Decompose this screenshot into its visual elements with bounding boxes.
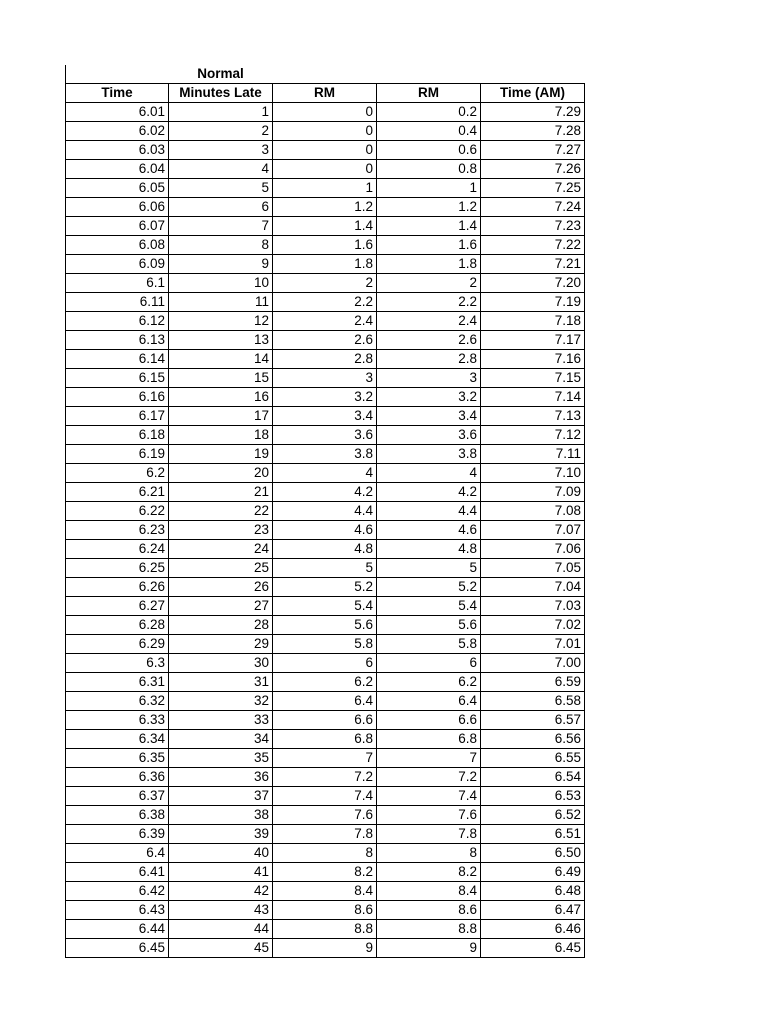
time-cell: 6.16 <box>66 388 169 407</box>
minutes-late-cell: 19 <box>169 445 273 464</box>
minutes-late-cell: 18 <box>169 426 273 445</box>
table-row <box>66 331 585 350</box>
rm-cell: 4.8 <box>377 540 481 559</box>
minutes-late-cell: 42 <box>169 882 273 901</box>
header-time-am: Time (AM) <box>481 84 585 103</box>
rm-cell: 2.2 <box>273 293 377 312</box>
table-row <box>66 806 585 825</box>
time-cell: 6.45 <box>66 939 169 958</box>
time-cell: 6.36 <box>66 768 169 787</box>
rm-cell: 8.8 <box>377 920 481 939</box>
time-cell: 6.31 <box>66 673 169 692</box>
time-cell: 6.21 <box>66 483 169 502</box>
time-am-cell: 6.55 <box>481 749 585 768</box>
minutes-late-cell: 43 <box>169 901 273 920</box>
table-row <box>66 692 585 711</box>
rm-cell: 5 <box>273 559 377 578</box>
minutes-late-cell: 30 <box>169 654 273 673</box>
time-cell: 6.04 <box>66 160 169 179</box>
minutes-late-cell: 12 <box>169 312 273 331</box>
rm-cell: 4.4 <box>377 502 481 521</box>
minutes-late-cell: 33 <box>169 711 273 730</box>
super-header-cell: Normal <box>197 66 244 81</box>
time-am-cell: 6.50 <box>481 844 585 863</box>
time-cell: 6.23 <box>66 521 169 540</box>
time-cell: 6.26 <box>66 578 169 597</box>
table-row <box>66 369 585 388</box>
rm-cell: 3.6 <box>273 426 377 445</box>
time-cell: 6.27 <box>66 597 169 616</box>
table-body <box>66 103 585 958</box>
time-cell: 6.12 <box>66 312 169 331</box>
time-am-cell: 7.17 <box>481 331 585 350</box>
super-header-cell <box>66 65 169 84</box>
rm-cell: 1.2 <box>273 198 377 217</box>
header-row <box>66 84 585 103</box>
time-cell: 6.18 <box>66 426 169 445</box>
time-am-cell: 7.21 <box>481 255 585 274</box>
time-cell: 6.2 <box>66 464 169 483</box>
time-am-cell: 7.08 <box>481 502 585 521</box>
table-row <box>66 502 585 521</box>
rm-cell: 6.8 <box>377 730 481 749</box>
minutes-late-cell: 9 <box>169 255 273 274</box>
minutes-late-cell: 34 <box>169 730 273 749</box>
rm-cell: 1.4 <box>273 217 377 236</box>
minutes-late-cell: 27 <box>169 597 273 616</box>
rm-cell: 7 <box>273 749 377 768</box>
time-cell: 6.35 <box>66 749 169 768</box>
rm-cell: 3.2 <box>273 388 377 407</box>
rm-cell: 1.8 <box>273 255 377 274</box>
time-am-cell: 6.48 <box>481 882 585 901</box>
table-row <box>66 711 585 730</box>
rm-cell: 2 <box>377 274 481 293</box>
minutes-late-cell: 36 <box>169 768 273 787</box>
time-cell: 6.11 <box>66 293 169 312</box>
time-cell: 6.43 <box>66 901 169 920</box>
rm-cell: 3 <box>273 369 377 388</box>
rm-cell: 7.4 <box>273 787 377 806</box>
time-am-cell: 7.01 <box>481 635 585 654</box>
rm-cell: 4 <box>377 464 481 483</box>
time-am-cell: 7.14 <box>481 388 585 407</box>
rm-cell: 5.2 <box>377 578 481 597</box>
rm-cell: 3.6 <box>377 426 481 445</box>
rm-cell: 2 <box>273 274 377 293</box>
table-row <box>66 939 585 958</box>
time-cell: 6.28 <box>66 616 169 635</box>
time-am-cell: 7.09 <box>481 483 585 502</box>
table-row <box>66 559 585 578</box>
table-row <box>66 749 585 768</box>
minutes-late-cell: 21 <box>169 483 273 502</box>
rm-cell: 4.8 <box>273 540 377 559</box>
rm-cell: 1 <box>377 179 481 198</box>
table-row <box>66 635 585 654</box>
time-cell: 6.19 <box>66 445 169 464</box>
time-am-cell: 7.00 <box>481 654 585 673</box>
minutes-late-cell: 5 <box>169 179 273 198</box>
minutes-late-cell: 14 <box>169 350 273 369</box>
time-am-cell: 6.45 <box>481 939 585 958</box>
rm-cell: 5.4 <box>377 597 481 616</box>
time-am-cell: 6.57 <box>481 711 585 730</box>
table-row <box>66 882 585 901</box>
rm-cell: 8 <box>273 844 377 863</box>
header-time: Time <box>66 84 169 103</box>
table-row <box>66 236 585 255</box>
rm-cell: 2.4 <box>377 312 481 331</box>
time-am-cell: 7.11 <box>481 445 585 464</box>
rm-cell: 3.8 <box>377 445 481 464</box>
time-cell: 6.37 <box>66 787 169 806</box>
rm-cell: 6.2 <box>377 673 481 692</box>
rm-cell: 0 <box>273 141 377 160</box>
rm-cell: 6 <box>377 654 481 673</box>
rm-cell: 1 <box>273 179 377 198</box>
table-row <box>66 616 585 635</box>
rm-cell: 3.4 <box>273 407 377 426</box>
rm-cell: 4 <box>273 464 377 483</box>
rm-cell: 8.4 <box>273 882 377 901</box>
table-row <box>66 730 585 749</box>
rm-cell: 6 <box>273 654 377 673</box>
super-header-cell <box>481 65 585 84</box>
rm-cell: 3.8 <box>273 445 377 464</box>
rm-cell: 5 <box>377 559 481 578</box>
time-am-cell: 6.54 <box>481 768 585 787</box>
time-cell: 6.42 <box>66 882 169 901</box>
minutes-late-cell: 28 <box>169 616 273 635</box>
time-cell: 6.08 <box>66 236 169 255</box>
rm-cell: 3.4 <box>377 407 481 426</box>
rm-cell: 1.6 <box>377 236 481 255</box>
time-am-cell: 7.26 <box>481 160 585 179</box>
time-cell: 6.39 <box>66 825 169 844</box>
time-am-cell: 7.07 <box>481 521 585 540</box>
minutes-late-cell: 4 <box>169 160 273 179</box>
rm-cell: 8.8 <box>273 920 377 939</box>
time-am-cell: 7.04 <box>481 578 585 597</box>
time-am-cell: 6.52 <box>481 806 585 825</box>
minutes-late-cell: 40 <box>169 844 273 863</box>
table-row <box>66 844 585 863</box>
rm-cell: 6.6 <box>273 711 377 730</box>
rm-cell: 2.8 <box>377 350 481 369</box>
time-am-cell: 7.02 <box>481 616 585 635</box>
rm-cell: 6.8 <box>273 730 377 749</box>
table-row <box>66 654 585 673</box>
minutes-late-cell: 45 <box>169 939 273 958</box>
rm-cell: 6.4 <box>273 692 377 711</box>
time-am-cell: 7.23 <box>481 217 585 236</box>
minutes-late-cell: 20 <box>169 464 273 483</box>
table-row <box>66 407 585 426</box>
minutes-late-cell: 26 <box>169 578 273 597</box>
rm-cell: 6.2 <box>273 673 377 692</box>
rm-cell: 7.8 <box>377 825 481 844</box>
rm-cell: 8.2 <box>377 863 481 882</box>
table-row <box>66 160 585 179</box>
rm-cell: 3.2 <box>377 388 481 407</box>
rm-cell: 7.8 <box>273 825 377 844</box>
rm-cell: 1.4 <box>377 217 481 236</box>
time-am-cell: 6.49 <box>481 863 585 882</box>
time-am-cell: 7.03 <box>481 597 585 616</box>
time-cell: 6.09 <box>66 255 169 274</box>
time-cell: 6.1 <box>66 274 169 293</box>
minutes-late-cell: 1 <box>169 103 273 122</box>
rm-cell: 7.4 <box>377 787 481 806</box>
minutes-late-cell: 8 <box>169 236 273 255</box>
rm-cell: 4.6 <box>377 521 481 540</box>
time-am-cell: 7.10 <box>481 464 585 483</box>
rm-cell: 0.6 <box>377 141 481 160</box>
table-row <box>66 597 585 616</box>
minutes-late-cell: 24 <box>169 540 273 559</box>
rm-cell: 1.6 <box>273 236 377 255</box>
header-rm-2: RM <box>377 84 481 103</box>
table-row <box>66 863 585 882</box>
table-row <box>66 920 585 939</box>
time-cell: 6.32 <box>66 692 169 711</box>
rm-cell: 6.4 <box>377 692 481 711</box>
rm-cell: 1.2 <box>377 198 481 217</box>
minutes-late-cell: 3 <box>169 141 273 160</box>
table-row <box>66 540 585 559</box>
time-am-cell: 6.56 <box>481 730 585 749</box>
minutes-late-cell: 10 <box>169 274 273 293</box>
time-cell: 6.03 <box>66 141 169 160</box>
rm-cell: 4.2 <box>377 483 481 502</box>
minutes-late-cell: 2 <box>169 122 273 141</box>
rm-cell: 0 <box>273 160 377 179</box>
rm-cell: 5.4 <box>273 597 377 616</box>
table-row <box>66 483 585 502</box>
rm-cell: 4.4 <box>273 502 377 521</box>
time-am-cell: 6.47 <box>481 901 585 920</box>
table-row <box>66 521 585 540</box>
rm-cell: 2.6 <box>273 331 377 350</box>
minutes-late-cell: 6 <box>169 198 273 217</box>
time-am-cell: 7.12 <box>481 426 585 445</box>
rm-cell: 0.8 <box>377 160 481 179</box>
time-cell: 6.3 <box>66 654 169 673</box>
minutes-late-cell: 39 <box>169 825 273 844</box>
time-cell: 6.41 <box>66 863 169 882</box>
minutes-late-cell: 22 <box>169 502 273 521</box>
header-minutes-late: Minutes Late <box>169 84 273 103</box>
table-row <box>66 388 585 407</box>
table-row <box>66 901 585 920</box>
rm-cell: 0.2 <box>377 103 481 122</box>
rm-cell: 7.6 <box>377 806 481 825</box>
time-am-cell: 7.06 <box>481 540 585 559</box>
header-rm-1: RM <box>273 84 377 103</box>
rm-cell: 2.4 <box>273 312 377 331</box>
time-am-cell: 6.59 <box>481 673 585 692</box>
minutes-late-cell: 13 <box>169 331 273 350</box>
time-cell: 6.02 <box>66 122 169 141</box>
minutes-late-cell: 38 <box>169 806 273 825</box>
time-am-cell: 7.27 <box>481 141 585 160</box>
table-row <box>66 179 585 198</box>
time-am-cell: 6.53 <box>481 787 585 806</box>
time-am-cell: 7.20 <box>481 274 585 293</box>
time-am-cell: 7.25 <box>481 179 585 198</box>
time-am-cell: 7.22 <box>481 236 585 255</box>
rm-cell: 7 <box>377 749 481 768</box>
minutes-late-cell: 35 <box>169 749 273 768</box>
time-cell: 6.05 <box>66 179 169 198</box>
table-row <box>66 825 585 844</box>
rm-cell: 7.6 <box>273 806 377 825</box>
minutes-late-cell: 11 <box>169 293 273 312</box>
super-header-cell <box>377 65 481 84</box>
time-am-cell: 7.16 <box>481 350 585 369</box>
rm-cell: 5.8 <box>273 635 377 654</box>
minutes-late-cell: 31 <box>169 673 273 692</box>
super-header-row <box>66 65 585 84</box>
time-cell: 6.24 <box>66 540 169 559</box>
minutes-late-cell: 32 <box>169 692 273 711</box>
rm-cell: 5.8 <box>377 635 481 654</box>
time-am-cell: 7.05 <box>481 559 585 578</box>
rm-cell: 8.2 <box>273 863 377 882</box>
rm-cell: 4.6 <box>273 521 377 540</box>
time-cell: 6.14 <box>66 350 169 369</box>
rm-cell: 0.4 <box>377 122 481 141</box>
time-am-cell: 6.51 <box>481 825 585 844</box>
rm-cell: 0 <box>273 122 377 141</box>
rm-cell: 1.8 <box>377 255 481 274</box>
rm-cell: 8.6 <box>273 901 377 920</box>
time-cell: 6.4 <box>66 844 169 863</box>
table-row <box>66 122 585 141</box>
minutes-late-cell: 41 <box>169 863 273 882</box>
rm-cell: 0 <box>273 103 377 122</box>
time-am-cell: 7.19 <box>481 293 585 312</box>
minutes-late-cell: 17 <box>169 407 273 426</box>
table-row <box>66 426 585 445</box>
table-row <box>66 217 585 236</box>
minutes-late-cell: 44 <box>169 920 273 939</box>
time-am-cell: 7.13 <box>481 407 585 426</box>
table-row <box>66 673 585 692</box>
rm-cell: 5.2 <box>273 578 377 597</box>
time-cell: 6.17 <box>66 407 169 426</box>
rm-cell: 9 <box>377 939 481 958</box>
time-am-cell: 6.58 <box>481 692 585 711</box>
rm-cell: 8.6 <box>377 901 481 920</box>
minutes-late-cell: 25 <box>169 559 273 578</box>
rm-cell: 9 <box>273 939 377 958</box>
time-am-cell: 7.15 <box>481 369 585 388</box>
minutes-late-cell: 37 <box>169 787 273 806</box>
table-row <box>66 768 585 787</box>
minutes-late-cell: 15 <box>169 369 273 388</box>
rm-cell: 7.2 <box>273 768 377 787</box>
time-cell: 6.25 <box>66 559 169 578</box>
table-row <box>66 464 585 483</box>
table-row <box>66 255 585 274</box>
time-cell: 6.13 <box>66 331 169 350</box>
time-cell: 6.01 <box>66 103 169 122</box>
rm-cell: 5.6 <box>273 616 377 635</box>
rm-cell: 2.2 <box>377 293 481 312</box>
table-row <box>66 198 585 217</box>
late-minutes-table <box>65 65 585 958</box>
rm-cell: 6.6 <box>377 711 481 730</box>
minutes-late-cell: 29 <box>169 635 273 654</box>
time-cell: 6.38 <box>66 806 169 825</box>
time-cell: 6.34 <box>66 730 169 749</box>
time-am-cell: 7.24 <box>481 198 585 217</box>
spreadsheet-table <box>65 65 585 958</box>
table-row <box>66 312 585 331</box>
time-am-cell: 7.29 <box>481 103 585 122</box>
time-cell: 6.29 <box>66 635 169 654</box>
rm-cell: 5.6 <box>377 616 481 635</box>
time-am-cell: 6.46 <box>481 920 585 939</box>
rm-cell: 2.8 <box>273 350 377 369</box>
table-row <box>66 103 585 122</box>
time-cell: 6.33 <box>66 711 169 730</box>
table-row <box>66 141 585 160</box>
rm-cell: 8 <box>377 844 481 863</box>
time-am-cell: 7.28 <box>481 122 585 141</box>
time-cell: 6.06 <box>66 198 169 217</box>
time-am-cell: 7.18 <box>481 312 585 331</box>
minutes-late-cell: 23 <box>169 521 273 540</box>
rm-cell: 2.6 <box>377 331 481 350</box>
time-cell: 6.22 <box>66 502 169 521</box>
super-header-cell <box>273 65 377 84</box>
table-row <box>66 787 585 806</box>
minutes-late-cell: 7 <box>169 217 273 236</box>
table-row <box>66 350 585 369</box>
table-row <box>66 578 585 597</box>
rm-cell: 8.4 <box>377 882 481 901</box>
rm-cell: 7.2 <box>377 768 481 787</box>
time-cell: 6.15 <box>66 369 169 388</box>
rm-cell: 3 <box>377 369 481 388</box>
time-cell: 6.07 <box>66 217 169 236</box>
minutes-late-cell: 16 <box>169 388 273 407</box>
rm-cell: 4.2 <box>273 483 377 502</box>
time-cell: 6.44 <box>66 920 169 939</box>
table-row <box>66 293 585 312</box>
table-row <box>66 274 585 293</box>
table-row <box>66 445 585 464</box>
